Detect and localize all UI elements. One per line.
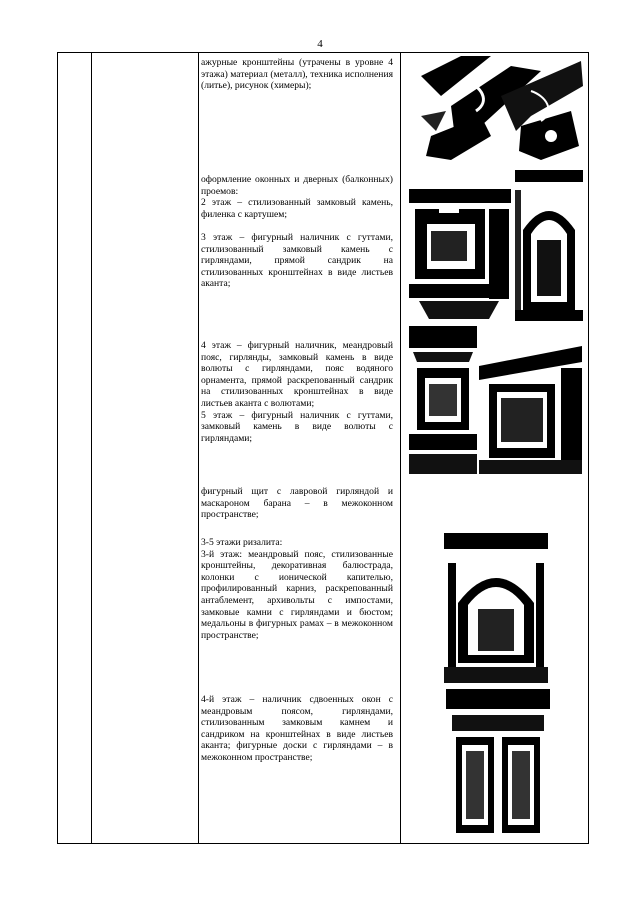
photo-window-floor-4 [409, 326, 477, 474]
row-heading: оформление оконных и дверных (балконных) проемов: [201, 174, 393, 197]
column-divider [198, 53, 199, 843]
row-text: 4-й этаж – наличник сдвоенных окон с меандровым поясом, гирляндами, стилизованным замковым камнем и сандриком на кронштейнах в виде листьев аканта; фигурные доски с гирляндами – в межоконном пространстве; [201, 694, 393, 763]
row-text: фигурный щит с лавровой гирляндой и маскароном барана – в межоконном пространстве; [201, 486, 393, 521]
photo-window-arched [515, 170, 583, 321]
photo-bracket-chimera [421, 56, 583, 162]
row-windows [201, 174, 393, 290]
row-text: 2 этаж – стилизованный замковый камень, филенка с картушем; [201, 197, 393, 220]
row-floor-4-twin [201, 694, 393, 764]
row-floors-4-5 [201, 340, 393, 444]
page-number: 4 [317, 38, 323, 50]
photo-risalit-floor-3 [444, 533, 548, 683]
row-text: 4 этаж – фигурный наличник, меандровый пояс, гирлянды, замковый камень в виде волюты с гирляндами, пояс водяного орнамента, прямой раскрепованный сандрик на стилизованных кронштейнах в виде листьев аканта с волютами; [201, 340, 393, 409]
row-text: 5 этаж – фигурный наличник с гуттами, замковый камень в виде волюты с гирляндами; [201, 409, 393, 444]
photo-twin-windows [446, 689, 550, 839]
row-shield [201, 486, 393, 521]
photo-window-pediment [479, 346, 582, 474]
row-spacer [201, 220, 393, 232]
row-text: 3 этаж – фигурный наличник с гуттами, стилизованный замковый камень с гирляндами, прямой сандрик на стилизованных кронштейнах в виде листьев аканта; [201, 231, 393, 290]
column-divider [91, 53, 92, 843]
column-divider [400, 53, 401, 843]
photo-window-floor-2 [409, 189, 511, 321]
row-brackets [201, 57, 393, 92]
row-heading: 3-5 этажи ризалита: [201, 537, 283, 548]
row-text: ажурные кронштейны (утрачены в уровне 4 этажа) материал (металл), техника исполнения (литье), рисунок (химеры); [201, 57, 393, 92]
row-risalit [201, 537, 393, 641]
row-text: 3-й этаж: меандровый пояс, стилизованные кронштейны, декоративная балюстрада, колонки с ионической капителью, профилированный карниз, раскрепованный антаблемент, архивольты с импостами, замковые камни с гирляндами и бюстом; медальоны в фигурных рамах – в межоконном пространстве; [201, 548, 393, 641]
